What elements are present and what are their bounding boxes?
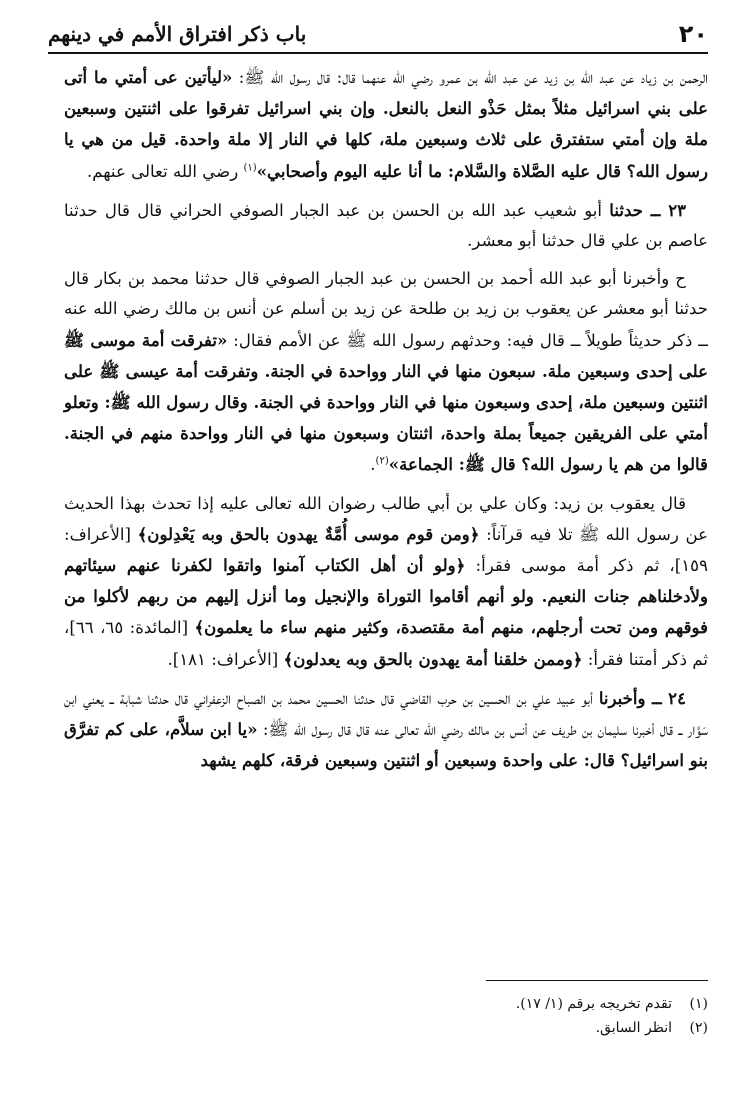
running-title: باب ذكر افتراق الأمم في دينهم (48, 22, 307, 46)
bold-text: ﴿ومن قوم موسى أُمَّةٌ يهدون بالحق وبه يَعْدِلون﴾ (137, 523, 480, 544)
header-rule (48, 52, 708, 54)
text-run: [المائدة: ٦٥، ٦٦]، ثم ذكر أمتنا فقرأ: (64, 618, 708, 669)
bold-text: ﴿وممن خلقنا أمة يهدون بالحق وبه يعدلون﴾ (283, 648, 583, 669)
footnote-marker: (١) (243, 162, 257, 174)
text-run: ح وأخبرنا أبو عبد الله أحمد بن الحسن بن عبد الجبار الصوفي قال حدثنا محمد بن بكار قال حدثنا أبو معشر عن يعقوب بن زيد بن طلحة عن زيد بن أسلم عن أنس بن مالك رضي الله عنه ــ ذكر حديثاً طويلاً ــ قال فيه: وحدثهم رسول الله ﷺ عن الأمم فقال: (64, 269, 709, 350)
footnote-marker: (٢) (375, 455, 389, 467)
text-run: قال يعقوب بن زيد: وكان علي بن أبي طالب رضوان الله تعالى عليه إذا تحدث بهذا الحديث عن رسول الله ﷺ تلا فيه قرآناً: (64, 493, 709, 544)
text-run: [الأعراف: ١٨١]. (167, 649, 284, 669)
text-run: رضي الله تعالى عنهم. (86, 161, 244, 181)
page-number: ٢٠ (678, 20, 708, 48)
paragraph (64, 683, 708, 777)
text-run: . (370, 455, 376, 475)
bold-text: «ليأتين عى أمتي ما أتى على بني اسرائيل مثلاً بمثل حَذْو النعل بالنعل. وإن بني اسرائيل تفرقوا على اثنتين وسبعين ملة وإن أمتي ستفترق على ثلاث وسبعين ملة، كلها في النار إلا ملة واحدة. قيل من هي يا رسول الله؟ قال عليه الصَّلاة والسَّلام: ما أنا عليه اليوم وأصحابي» (64, 67, 708, 181)
paragraph (64, 489, 708, 675)
text-run: أبو شعيب عبد الله بن الحسن بن عبد الجبار الصوفي الحراني قال قال حدثنا عاصم بن علي قال حدثنا أبو معشر. (64, 200, 708, 251)
footnote (250, 1016, 708, 1040)
paragraph (64, 62, 708, 187)
footnote-separator (486, 980, 708, 981)
footnote-number: (٢) (689, 1020, 708, 1036)
body-text (64, 62, 708, 784)
bold-text: «يا ابن سلاَّم، على كم تفرَّق بنو اسرائيل؟ قال: على واحدة وسبعين أو اثنتين وسبعين فرقة، كلهم يشهد (64, 719, 708, 771)
footnote-text: انظر السابق. (595, 1020, 672, 1036)
bold-text: «تفرقت أمة موسى ﷺ على إحدى وسبعين ملة. سبعون منها في النار وواحدة في الجنة. وتفرقت أمة عيسى ﷺ على اثنتين وسبعين ملة، إحدى وسبعون منها في النار وواحدة في الجنة. وقال رسول الله ﷺ: وتعلو أمتي على الفريقين جميعاً بملة واحدة، اثنتان وسبعون منها في النار وواحدة منهم في الجنة. قالوا من هم يا رسول الله؟ قال ﷺ: الجماعة» (64, 329, 708, 475)
bold-text: ٢٣ ــ حدثنا (609, 199, 687, 220)
bold-text: ٢٤ ــ وأخبرنا (598, 687, 686, 708)
text-run: الرحمن بن زياد عن عبد الله بن زيد عن عبد الله بن عمرو رضي الله عنهما قال: قال رسول الله ﷺ: (232, 68, 708, 87)
paragraph (64, 195, 708, 256)
paragraph (64, 264, 708, 480)
footnote (250, 992, 708, 1016)
page-header (48, 14, 708, 50)
text-run: أبو عبيد علي بن الحسين بن حرب القاضي قال حدثنا الحسين محمد بن الصباح الزعفراني قال حدثنا شبابة ــ يعني ابن سَوَّار ــ قال أخبرنا سليمان بن طريف عن أنس بن مالك رضي الله تعالى عنه قال قال رسول الله ﷺ: (64, 688, 709, 740)
footnote-number: (١) (689, 996, 708, 1012)
text-run: [الأعراف: ١٥٩]، ثم ذكر أمة موسى فقرأ: (64, 524, 709, 576)
bold-text: ﴿ولو أن أهل الكتاب آمنوا واتقوا لكفرنا عنهم سيئاتهم ولأدخلناهم جنات النعيم. ولو أنهم أقاموا التوراة والإنجيل وما أنزل إليهم من ربهم لأكلوا من فوقهم ومن تحت أرجلهم، منهم أمة مقتصدة، وكثير منهم ساء ما يعلمون﴾ (64, 555, 709, 638)
footnote-text: تقدم تخريجه برقم (١/ ١٧). (515, 996, 672, 1012)
footnotes (250, 992, 708, 1040)
